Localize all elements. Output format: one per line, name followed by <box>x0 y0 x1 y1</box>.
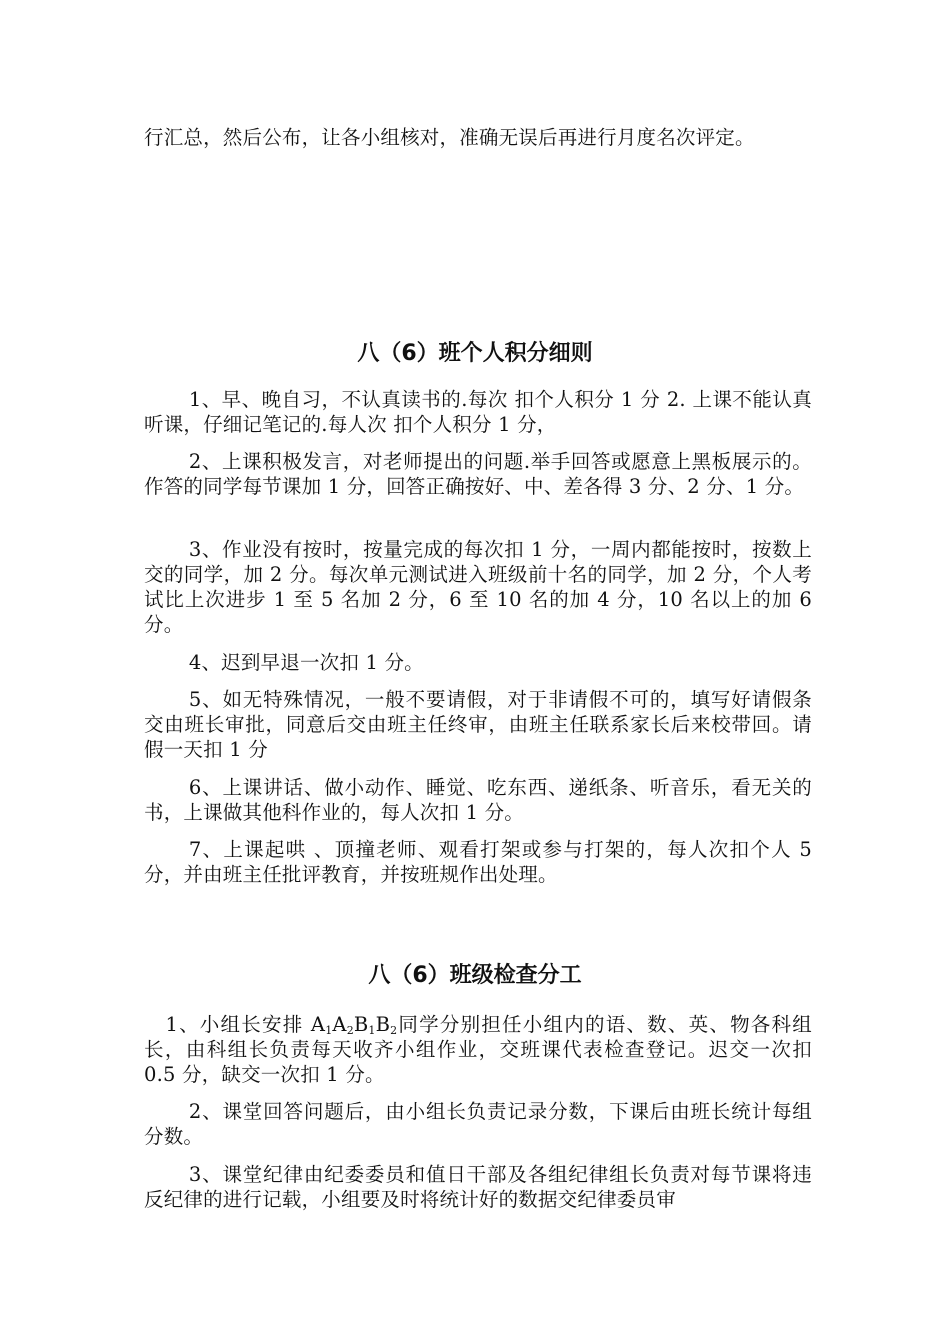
duty-item-1-prefix: 1、小组长安排 <box>165 1013 311 1036</box>
duty-item-1 <box>144 1012 812 1087</box>
rule-item-5: 5、如无特殊情况，一般不要请假，对于非请假不可的，填写好请假条交由班长审批，同意后交由班主任终审，由班主任联系家长后来校带回。请假一天扣 1 分 <box>144 688 812 761</box>
duty-item-3: 3、课堂纪律由纪委委员和值日干部及各组纪律组长负责对每节课将违反纪律的进行记载，小组要及时将统计好的数据交纪律委员审 <box>144 1163 812 1211</box>
duty-item-1-text: 同学分别担任小组内的语、数、英、物各科组长，由科组长负责每天收齐小组作业，交班课代表检查登记。迟交一次扣 0.5 分，缺交一次扣 1 分。 <box>144 1013 812 1086</box>
section-title-class-inspection: 八（6）班级检查分工 <box>368 963 582 988</box>
rule-item-2: 2、上课积极发言，对老师提出的问题.举手回答或愿意上黑板展示的。作答的同学每节课加 1 分，回答正确按好、中、差各得 3 分、2 分、1 分。 <box>144 450 812 498</box>
rule-item-6: 6、上课讲话、做小动作、睡觉、吃东西、递纸条、听音乐，看无关的书，上课做其他科作业的，每人次扣 1 分。 <box>144 776 812 824</box>
student-code-a2: $A_2$ <box>332 1013 354 1037</box>
section-title-personal-points: 八（6）班个人积分细则 <box>357 341 593 366</box>
student-code-b2: $B_2$ <box>375 1013 398 1037</box>
rule-item-1: 1、早、晚自习，不认真读书的.每次 扣个人积分 1 分 2. 上课不能认真听课，仔细记笔记的.每人次 扣个人积分 1 分， <box>144 388 812 436</box>
rule-item-3: 3、作业没有按时，按量完成的每次扣 1 分，一周内都能按时，按数上交的同学，加 2 分。每次单元测试进入班级前十名的同学，加 2 分，个人考试比上次进步 1 至 5 名加 2 分，6 至 10 名的加 4 分，10 名以上的加 6 分。 <box>144 538 812 636</box>
rule-item-4: 4、迟到早退一次扣 1 分。 <box>188 651 424 674</box>
duty-item-2: 2、课堂回答问题后，由小组长负责记录分数，下课后由班长统计每组分数。 <box>144 1100 812 1148</box>
student-code-a1: $A_1$ <box>310 1013 333 1037</box>
carryover-paragraph: 行汇总，然后公布，让各小组核对，准确无误后再进行月度名次评定。 <box>144 126 755 149</box>
student-code-b1: $B_1$ <box>353 1013 376 1037</box>
rule-item-7: 7、上课起哄 、顶撞老师、观看打架或参与打架的，每人次扣个人 5 分，并由班主任批评教育，并按班规作出处理。 <box>144 838 812 886</box>
